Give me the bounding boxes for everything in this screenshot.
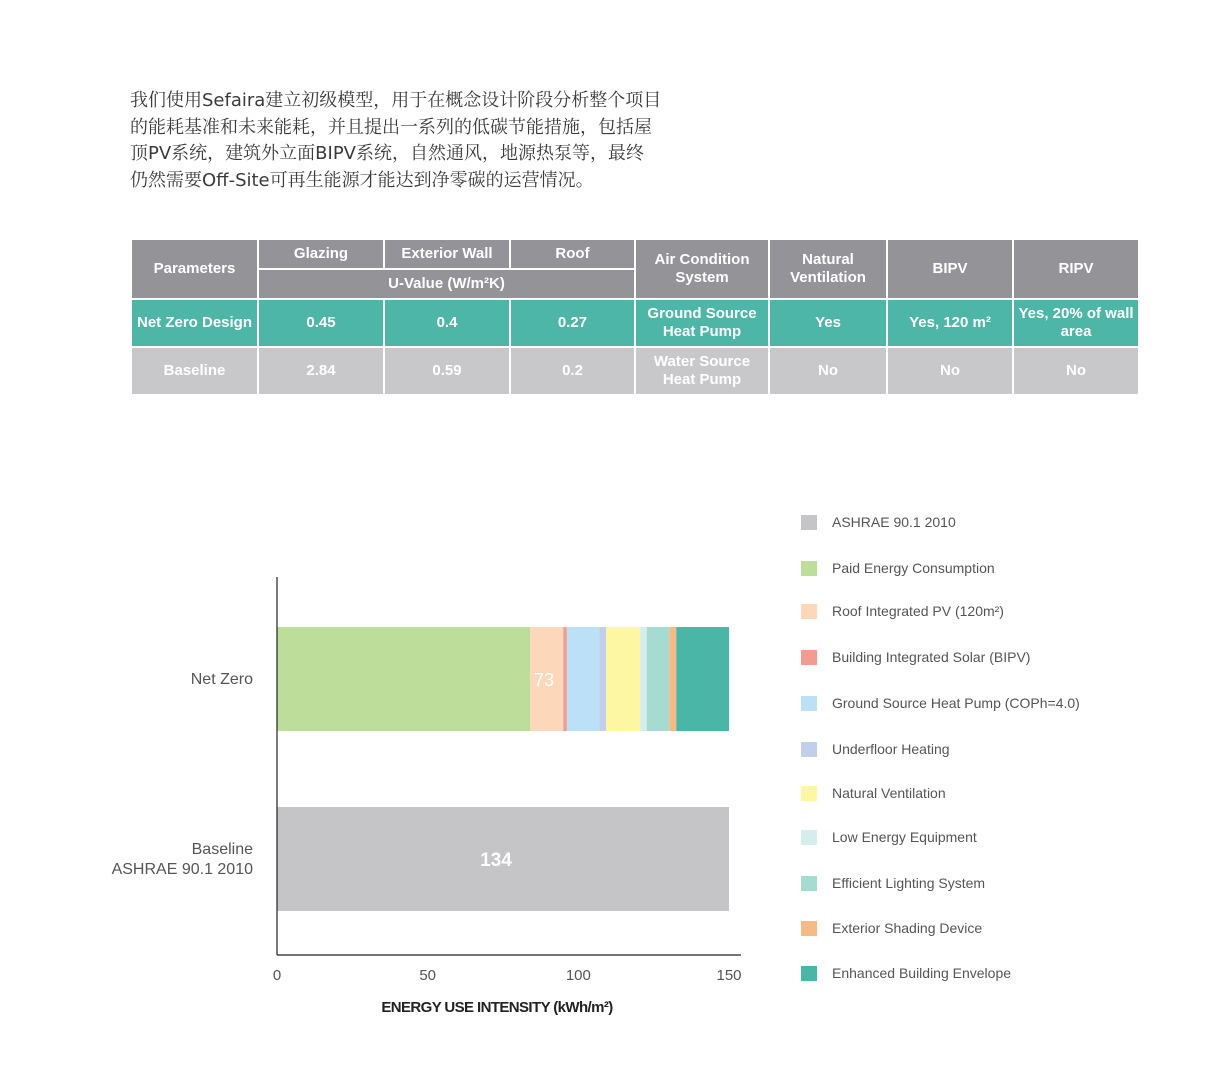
legend-label: Natural Ventilation (832, 785, 946, 801)
legend-swatch (801, 921, 817, 936)
table-cell: Net Zero Design (132, 300, 257, 346)
table-cell: 0.45 (259, 300, 383, 346)
legend-label: Roof Integrated PV (120m²) (832, 603, 1004, 619)
header-parameters: Parameters (132, 240, 257, 298)
legend-label: Enhanced Building Envelope (832, 965, 1012, 981)
table-cell: Baseline (132, 348, 257, 394)
data-label: 134 (480, 850, 512, 871)
legend-swatch (801, 786, 817, 801)
header-air-condition: Air Condition System (636, 240, 768, 298)
intro-line: 我们使用Sefaira建立初级模型，用于在概念设计阶段分析整个项目 (130, 90, 662, 111)
bar-segment (647, 627, 670, 731)
header-glazing: Glazing (259, 240, 383, 268)
header-bipv: BIPV (888, 240, 1012, 298)
x-tick-label: 0 (272, 967, 282, 984)
table-cell: 0.59 (385, 348, 509, 394)
category-label: Net Zero (190, 671, 253, 688)
table-cell: Yes, 20% of wall area (1014, 300, 1138, 346)
bar-segment (567, 627, 600, 731)
table-cell: Ground Source Heat Pump (636, 300, 768, 346)
table-cell: No (770, 348, 886, 394)
intro-line: 仍然需要Off-Site可再生能源才能达到净零碳的运营情况。 (130, 169, 594, 191)
bar-segment (606, 627, 640, 731)
x-tick-label: 50 (419, 967, 437, 984)
table-cell: 2.84 (259, 348, 383, 394)
header-ripv: RIPV (1014, 240, 1138, 298)
legend-label: Paid Energy Consumption (832, 560, 995, 576)
legend-label: Low Energy Equipment (832, 829, 977, 845)
bar-segment (277, 627, 530, 731)
table-cell: 0.4 (385, 300, 509, 346)
legend-label: Building Integrated Solar (BIPV) (832, 649, 1031, 665)
table-cell: No (1014, 348, 1138, 394)
header-natural-ventilation: Natural Ventilation (770, 240, 886, 298)
legend-label: Underfloor Heating (832, 741, 950, 757)
legend-label: ASHRAE 90.1 2010 (832, 514, 956, 530)
bar-segment (669, 627, 676, 731)
x-tick-label: 100 (565, 967, 591, 984)
bar-segment (676, 627, 729, 731)
legend-swatch (801, 650, 817, 665)
table-cell: Yes, 120 m² (888, 300, 1012, 346)
legend-swatch (801, 876, 817, 891)
x-tick-label: 150 (716, 967, 742, 984)
legend-label: Ground Source Heat Pump (COPh=4.0) (832, 695, 1080, 711)
table-cell: Water Source Heat Pump (636, 348, 768, 394)
header-u-value: U-Value (W/m²K) (259, 270, 634, 298)
data-label: 73 (533, 670, 555, 690)
table-cell: No (888, 348, 1012, 394)
table-cell: 0.27 (511, 300, 634, 346)
x-axis-label: ENERGY USE INTENSITY (kWh/m²) (381, 999, 613, 1016)
legend-swatch (801, 742, 817, 757)
legend-label: Exterior Shading Device (832, 920, 983, 936)
legend-label: Efficient Lighting System (832, 875, 986, 891)
intro-line: 的能耗基准和未来能耗，并且提出一系列的低碳节能措施，包括屋 (130, 116, 652, 138)
header-roof: Roof (511, 240, 634, 268)
legend-swatch (801, 515, 817, 530)
bar-segment (563, 627, 567, 731)
bar-segment (599, 627, 606, 731)
legend-swatch (801, 604, 817, 619)
category-label: ASHRAE 90.1 2010 (111, 861, 253, 878)
legend-swatch (801, 830, 817, 845)
header-exterior-wall: Exterior Wall (385, 240, 509, 268)
category-label: Baseline (191, 841, 253, 858)
legend-swatch (801, 966, 817, 981)
table-cell: Yes (770, 300, 886, 346)
legend-swatch (801, 696, 817, 711)
table-cell: 0.2 (511, 348, 634, 394)
legend-swatch (801, 561, 817, 576)
intro-line: 顶PV系统，建筑外立面BIPV系统，自然通风，地源热泵等，最终 (130, 143, 644, 164)
bar-segment (640, 627, 647, 731)
